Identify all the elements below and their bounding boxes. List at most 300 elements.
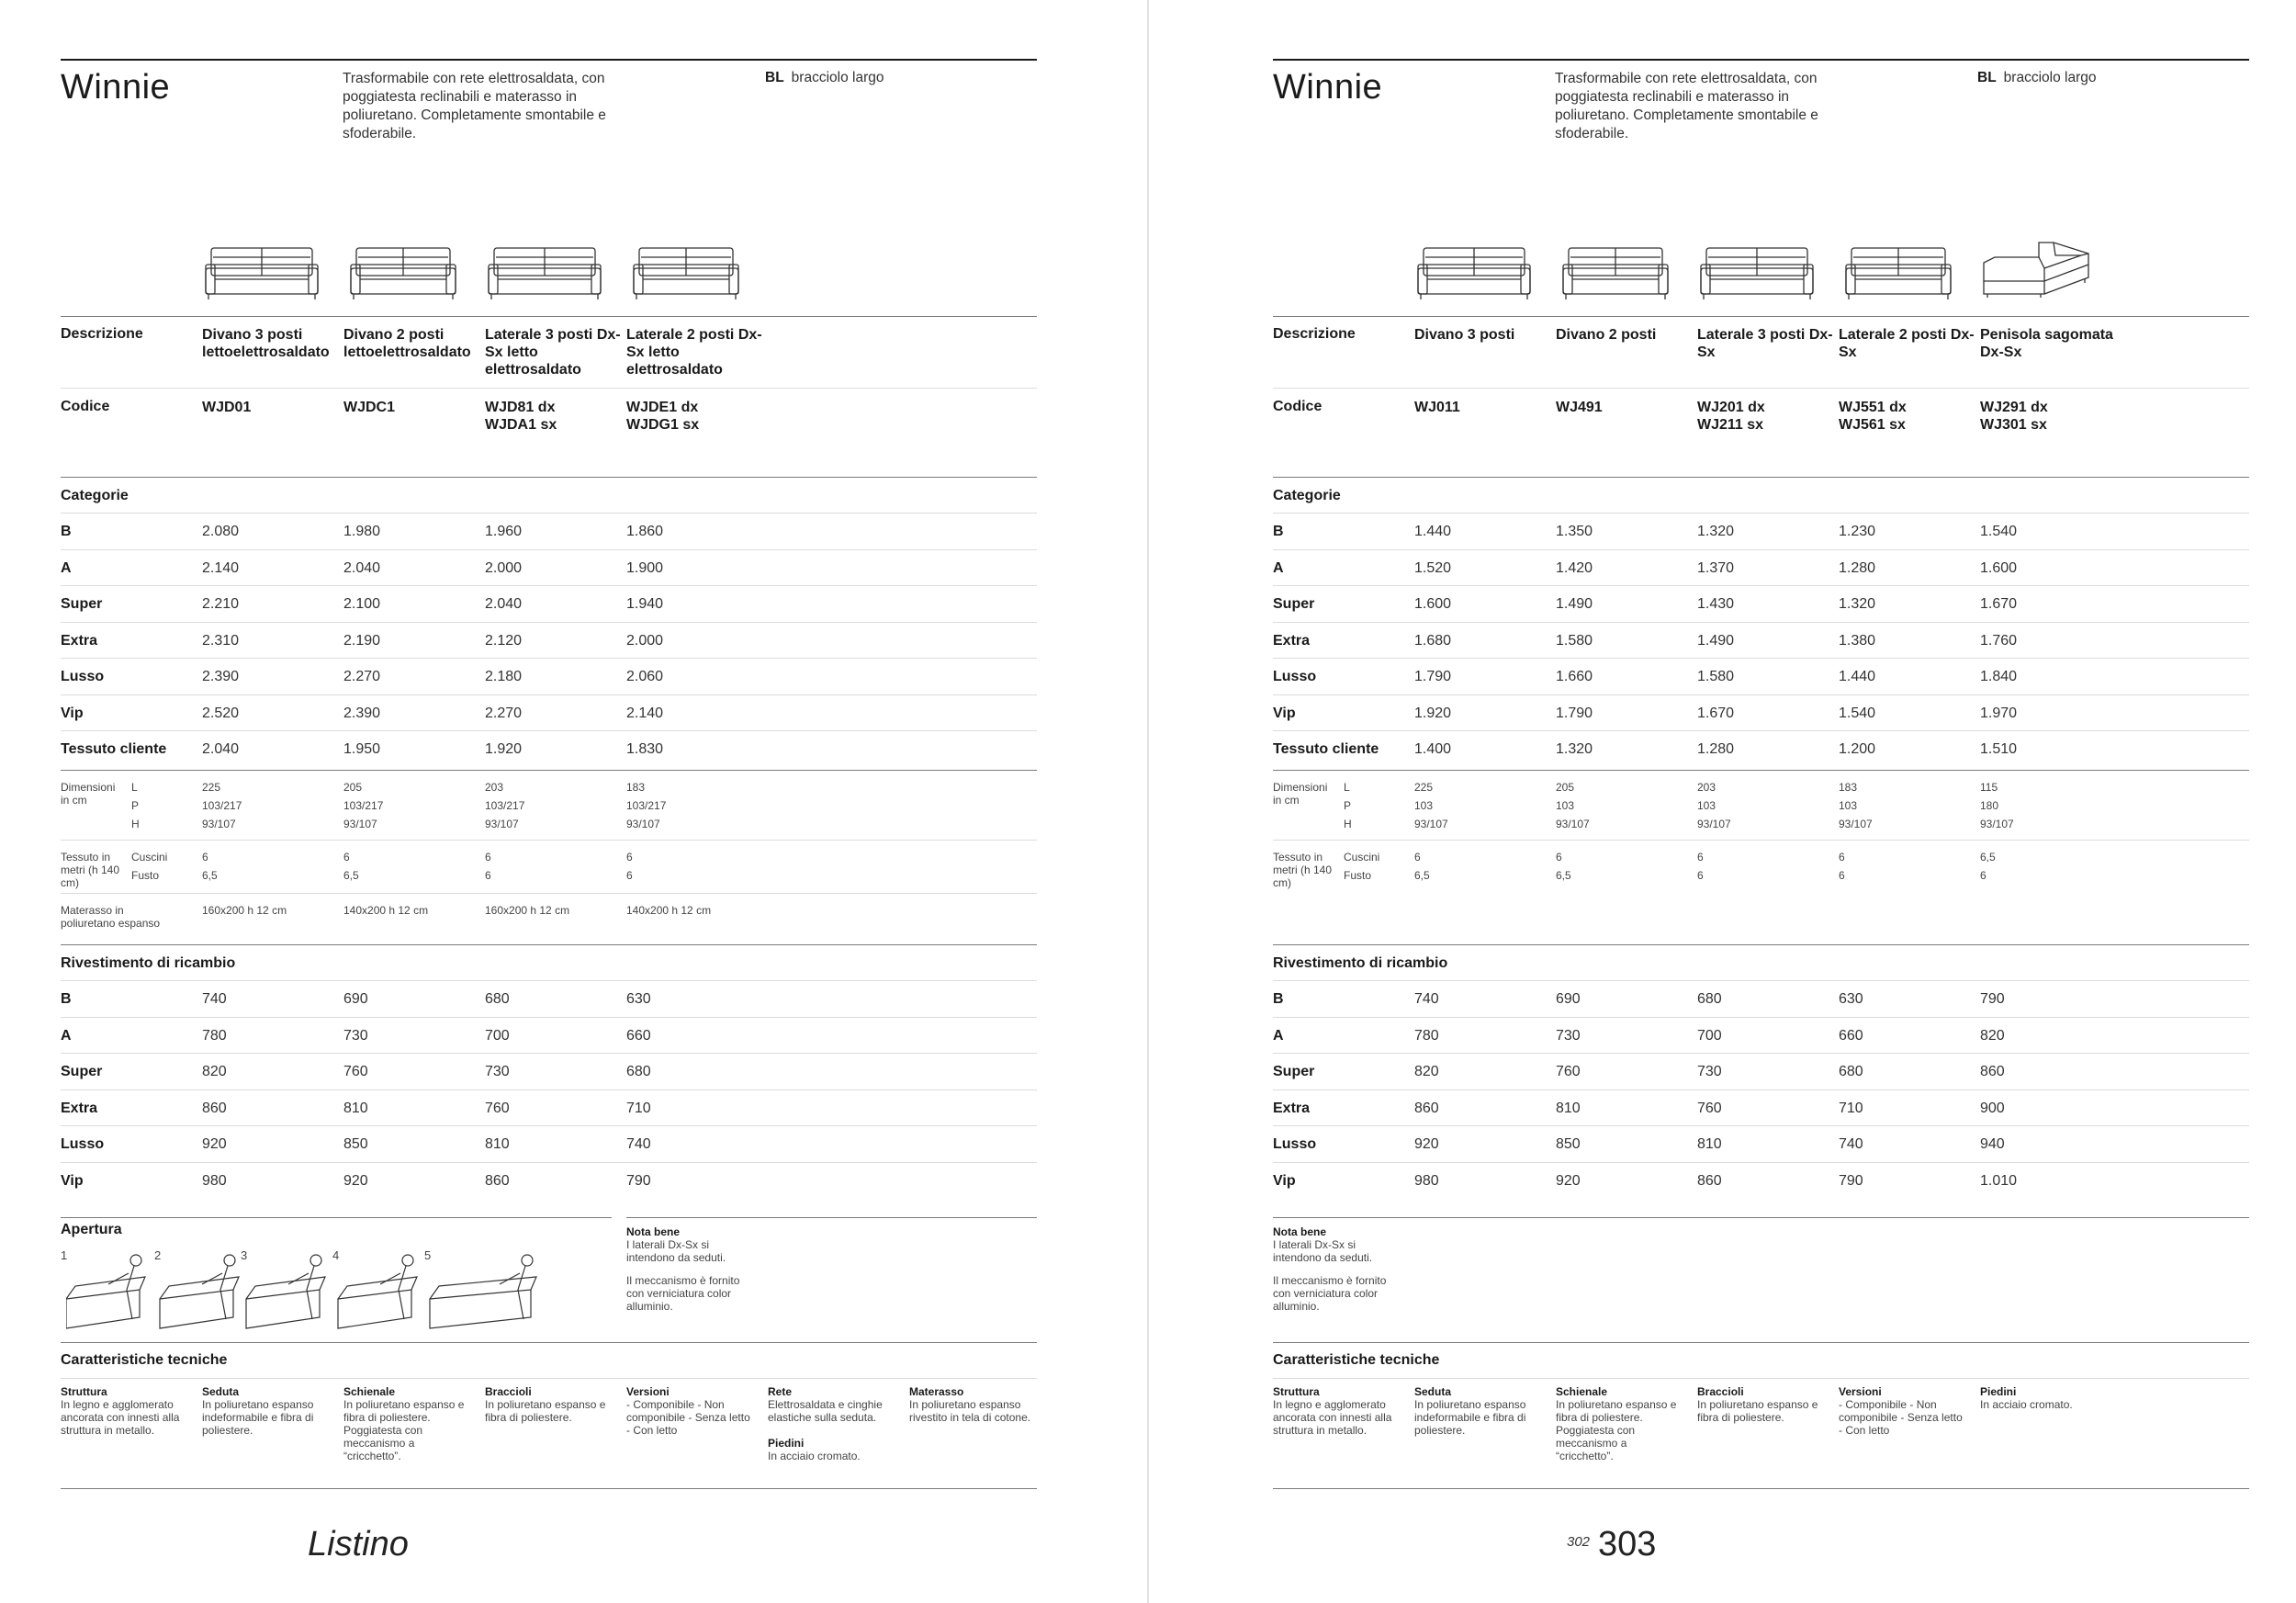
dimension-value: 93/107 — [343, 818, 377, 830]
price-cell: 1.400 — [1414, 741, 1452, 757]
tech-spec-title: Seduta — [1414, 1385, 1452, 1398]
rivestimento-price-cell: 700 — [1697, 1027, 1722, 1044]
price-cell: 1.540 — [1980, 524, 2018, 539]
price-cell: 1.370 — [1697, 559, 1735, 576]
tech-spec-title: Braccioli — [1697, 1385, 1744, 1398]
section-label-rivestimento: Rivestimento di ricambio — [61, 955, 236, 971]
price-cell: 1.660 — [1556, 669, 1593, 684]
rivestimento-price-cell: 850 — [343, 1136, 368, 1152]
price-cell: 1.920 — [485, 741, 523, 757]
divider — [1273, 1378, 2249, 1379]
price-cell: 2.000 — [485, 559, 523, 576]
page-number-left: 302 — [1567, 1534, 1591, 1550]
product-description: Trasformabile con rete elettrosaldata, con poggiatesta reclinabili e materasso in poliuretano. Completamente smontabile e sfoderabile. — [1555, 71, 1818, 141]
rivestimento-price-cell: 730 — [1697, 1064, 1722, 1079]
rivestimento-price-cell: 730 — [1556, 1027, 1581, 1044]
price-cell: 1.230 — [1839, 524, 1876, 539]
section-label-categorie: Categorie — [1273, 488, 1341, 503]
divider — [61, 893, 1037, 894]
divider — [1273, 388, 2249, 389]
section-label-apertura: Apertura — [61, 1222, 122, 1237]
divider — [61, 1089, 1037, 1090]
categories-rule — [1273, 477, 2249, 478]
divider — [1273, 1089, 2249, 1090]
row-label-codice: Codice — [1273, 399, 1322, 414]
tech-spec-text: In poliuretano espanso indeformabile e fibra di poliestere. — [202, 1398, 314, 1437]
fabric-value: 6 — [202, 851, 208, 864]
rivestimento-category-label: Extra — [61, 1100, 98, 1116]
tech-spec-text: In legno e agglomerato ancorata con innesti alla struttura in metallo. — [61, 1398, 180, 1437]
dimension-value: 103/217 — [343, 799, 384, 812]
rivestimento-price-cell: 920 — [343, 1172, 368, 1189]
armrest-legend: BL bracciolo largo — [1977, 70, 2097, 85]
rivestimento-price-cell: 980 — [1414, 1172, 1439, 1189]
price-cell: 2.040 — [485, 596, 523, 612]
divider — [61, 622, 1037, 623]
price-cell: 1.950 — [343, 741, 381, 757]
price-cell: 2.040 — [343, 559, 381, 576]
tech-spec-title: Rete — [768, 1385, 793, 1398]
fabric-key: Fusto — [1344, 869, 1372, 882]
rivestimento-price-cell: 790 — [1839, 1172, 1863, 1189]
apertura-step-number: 2 — [154, 1248, 162, 1262]
price-cell: 1.790 — [1414, 669, 1452, 684]
divider — [1273, 1162, 2249, 1163]
tech-spec-text: In acciaio cromato. — [1980, 1398, 2073, 1411]
divider — [1273, 585, 2249, 586]
column-product-code: WJD81 dx WJDA1 sx — [485, 400, 557, 433]
rivestimento-price-cell: 790 — [626, 1172, 651, 1189]
mattress-value: 160x200 h 12 cm — [485, 904, 570, 917]
right-page — [1148, 0, 2296, 1603]
price-cell: 1.580 — [1697, 669, 1735, 684]
tech-spec-title: Versioni — [1839, 1385, 1882, 1398]
price-cell: 1.200 — [1839, 741, 1876, 757]
rivestimento-price-cell: 810 — [343, 1100, 368, 1116]
column-product-code: WJDC1 — [343, 400, 396, 415]
price-cell: 2.180 — [485, 669, 523, 684]
tech-spec-text: In poliuretano espanso rivestito in tela di cotone. — [909, 1398, 1031, 1424]
fabric-value: 6 — [1839, 851, 1845, 864]
footer-listino: Listino — [308, 1525, 409, 1563]
price-cell: 2.080 — [202, 524, 240, 539]
column-product-name: Laterale 2 posti Dx-Sx letto elettrosaldato — [626, 327, 762, 378]
price-cell: 1.960 — [485, 524, 523, 539]
table-header-rule — [1273, 316, 2249, 317]
column-product-code: WJ201 dx WJ211 sx — [1697, 400, 1765, 433]
divider — [61, 730, 1037, 731]
column-product-name: Laterale 3 posti Dx-Sx — [1697, 327, 1833, 360]
tech-spec-title: Struttura — [61, 1385, 107, 1398]
nota-bene-text: I laterali Dx-Sx si intendono da seduti. — [626, 1238, 726, 1264]
rivestimento-price-cell: 740 — [626, 1136, 651, 1152]
price-category-label: B — [61, 524, 72, 539]
rivestimento-price-cell: 710 — [1839, 1100, 1863, 1116]
dimension-value: 93/107 — [1556, 818, 1590, 830]
rivestimento-price-cell: 980 — [202, 1172, 227, 1189]
price-cell: 1.600 — [1980, 559, 2018, 576]
tech-spec-text: In acciaio cromato. — [768, 1450, 861, 1462]
dimensions-label: Dimensioni in cm — [1273, 781, 1328, 807]
dimension-value: 205 — [1556, 781, 1575, 794]
rivestimento-price-cell: 740 — [1414, 991, 1439, 1007]
price-cell: 2.270 — [485, 705, 523, 721]
dimension-value: 93/107 — [202, 818, 236, 830]
rivestimento-price-cell: 860 — [202, 1100, 227, 1116]
row-label-descrizione: Descrizione — [1273, 326, 1356, 342]
price-cell: 1.320 — [1839, 596, 1876, 612]
mattress-value: 160x200 h 12 cm — [202, 904, 287, 917]
rivestimento-price-cell: 920 — [1414, 1136, 1439, 1152]
rivestimento-price-cell: 700 — [485, 1027, 510, 1044]
price-cell: 1.540 — [1839, 705, 1876, 721]
price-cell: 2.520 — [202, 705, 240, 721]
dimension-value: 183 — [1839, 781, 1858, 794]
rivestimento-price-cell: 810 — [485, 1136, 510, 1152]
tech-spec-title: Versioni — [626, 1385, 670, 1398]
dimension-value: 115 — [1980, 781, 1998, 794]
rivestimento-price-cell: 860 — [1697, 1172, 1722, 1189]
nota-rule — [626, 1217, 1037, 1218]
price-cell: 2.140 — [626, 705, 664, 721]
price-cell: 2.000 — [626, 632, 664, 649]
divider — [1273, 980, 2249, 981]
apertura-step-number: 1 — [61, 1248, 68, 1262]
rivestimento-price-cell: 680 — [1697, 991, 1722, 1007]
tech-spec-text: In legno e agglomerato ancorata con innesti alla struttura in metallo. — [1273, 1398, 1392, 1437]
divider — [61, 1378, 1037, 1379]
fabric-value: 6 — [1697, 869, 1704, 882]
price-cell: 1.670 — [1697, 705, 1735, 721]
rivestimento-price-cell: 860 — [1980, 1064, 2005, 1079]
rivestimento-price-cell: 850 — [1556, 1136, 1581, 1152]
sofa-line-drawing-icon — [626, 235, 746, 309]
price-category-label: Lusso — [61, 669, 105, 684]
dimension-value: 93/107 — [626, 818, 660, 830]
dimension-value: 183 — [626, 781, 646, 794]
price-cell: 2.120 — [485, 632, 523, 649]
divider — [61, 388, 1037, 389]
divider — [61, 1053, 1037, 1054]
rivestimento-price-cell: 810 — [1697, 1136, 1722, 1152]
sofa-line-drawing-icon — [1839, 235, 1958, 309]
column-product-name: Penisola sagomata Dx-Sx — [1980, 327, 2113, 360]
price-cell: 1.840 — [1980, 669, 2018, 684]
column-product-code: WJ011 — [1414, 400, 1460, 415]
tech-spec-text: In poliuretano espanso indeformabile e fibra di poliestere. — [1414, 1398, 1526, 1437]
dimension-value: 93/107 — [1414, 818, 1448, 830]
sofa-line-drawing-icon — [1414, 235, 1534, 309]
dimension-value: 180 — [1980, 799, 1999, 812]
rivestimento-category-label: Vip — [61, 1172, 84, 1189]
rivestimento-price-cell: 820 — [202, 1064, 227, 1079]
price-cell: 1.510 — [1980, 741, 2018, 757]
column-product-name: Divano 3 posti lettoelettrosaldato — [202, 327, 330, 360]
dimension-value: 205 — [343, 781, 363, 794]
price-cell: 2.310 — [202, 632, 240, 649]
fabric-key: Fusto — [131, 869, 160, 882]
dimensions-rule — [61, 770, 1037, 771]
fabric-value: 6 — [485, 869, 491, 882]
price-cell: 2.270 — [343, 669, 381, 684]
price-cell: 1.520 — [1414, 559, 1452, 576]
divider — [61, 549, 1037, 550]
divider — [1273, 1053, 2249, 1054]
dimension-value: 225 — [202, 781, 221, 794]
sofa-bed-opening-sequence-icon — [66, 1253, 580, 1336]
price-cell: 2.390 — [202, 669, 240, 684]
tech-spec-text: In poliuretano espanso e fibra di poliestere. Poggiatesta con meccanismo a “cricchetto”. — [1556, 1398, 1677, 1462]
fabric-value: 6 — [343, 851, 350, 864]
price-cell: 1.600 — [1414, 596, 1452, 612]
column-product-name: Laterale 3 posti Dx-Sx letto elettrosaldato — [485, 327, 621, 378]
dimension-value: 103 — [1839, 799, 1858, 812]
nota-bene-title: Nota bene — [1273, 1225, 1327, 1238]
tech-spec-text: - Componibile - Non componibile - Senza letto - Con letto — [1839, 1398, 1963, 1437]
price-cell: 1.490 — [1556, 596, 1593, 612]
nota-bene-text: Il meccanismo è fornito con verniciatura color alluminio. — [1273, 1274, 1387, 1313]
price-cell: 2.210 — [202, 596, 240, 612]
rivestimento-category-label: Extra — [1273, 1100, 1311, 1116]
tech-spec-text: In poliuretano espanso e fibra di poliestere. — [1697, 1398, 1818, 1424]
price-cell: 1.680 — [1414, 632, 1452, 649]
sofa-line-drawing-icon — [1556, 235, 1675, 309]
page-title: Winnie — [61, 68, 171, 107]
column-product-code: WJDE1 dx WJDG1 sx — [626, 400, 700, 433]
section-label-categorie: Categorie — [61, 488, 129, 503]
price-cell: 1.440 — [1839, 669, 1876, 684]
price-cell: 1.830 — [626, 741, 664, 757]
divider — [1273, 694, 2249, 695]
fabric-value: 6 — [485, 851, 491, 864]
column-product-code: WJD01 — [202, 400, 252, 415]
rivestimento-price-cell: 790 — [1980, 991, 2005, 1007]
rivestimento-price-cell: 940 — [1980, 1136, 2005, 1152]
fabric-key: Cuscini — [1344, 851, 1380, 864]
rivestimento-category-label: A — [1273, 1027, 1284, 1044]
sofa-line-drawing-icon — [202, 235, 321, 309]
tech-rule — [1273, 1342, 2249, 1343]
divider — [1273, 622, 2249, 623]
price-cell: 1.420 — [1556, 559, 1593, 576]
rivestimento-price-cell: 920 — [202, 1136, 227, 1152]
price-category-label: Vip — [1273, 705, 1296, 721]
nota-bene-title: Nota bene — [626, 1225, 681, 1238]
rivestimento-price-cell: 820 — [1414, 1064, 1439, 1079]
row-label-codice: Codice — [61, 399, 110, 414]
fabric-value: 6,5 — [343, 869, 359, 882]
sofa-line-drawing-icon — [1697, 235, 1817, 309]
column-product-code: WJ551 dx WJ561 sx — [1839, 400, 1907, 433]
divider — [61, 1125, 1037, 1126]
rivestimento-category-label: A — [61, 1027, 72, 1044]
dimension-value: 103/217 — [626, 799, 667, 812]
price-category-label: Extra — [1273, 632, 1311, 649]
nota-bene-text: Il meccanismo è fornito con verniciatura color alluminio. — [626, 1274, 740, 1313]
price-category-label: Lusso — [1273, 669, 1317, 684]
apertura-step-number: 3 — [241, 1248, 248, 1262]
fabric-value: 6 — [626, 851, 633, 864]
rivestimento-price-cell: 920 — [1556, 1172, 1581, 1189]
rivestimento-rule — [61, 944, 1037, 945]
price-category-label: Vip — [61, 705, 84, 721]
rivestimento-price-cell: 860 — [1414, 1100, 1439, 1116]
dimension-value: 93/107 — [1980, 818, 2014, 830]
price-cell: 1.670 — [1980, 596, 2018, 612]
fabric-value: 6 — [1839, 869, 1845, 882]
table-header-rule — [61, 316, 1037, 317]
rivestimento-price-cell: 760 — [343, 1064, 368, 1079]
rivestimento-price-cell: 730 — [343, 1027, 368, 1044]
divider — [61, 585, 1037, 586]
price-cell: 2.040 — [202, 741, 240, 757]
rivestimento-price-cell: 780 — [202, 1027, 227, 1044]
dimension-value: 103/217 — [485, 799, 525, 812]
rivestimento-price-cell: 900 — [1980, 1100, 2005, 1116]
dimension-key: H — [1344, 818, 1352, 830]
price-cell: 1.860 — [626, 524, 664, 539]
divider — [1273, 1125, 2249, 1126]
dimension-key: L — [1344, 781, 1350, 794]
dimension-key: P — [131, 799, 140, 812]
column-product-name: Divano 3 posti — [1414, 327, 1515, 343]
price-cell: 1.760 — [1980, 632, 2018, 649]
rivestimento-price-cell: 730 — [485, 1064, 510, 1079]
tech-spec-text: Elettrosaldata e cinghie elastiche sulla seduta. — [768, 1398, 883, 1424]
price-category-label: A — [1273, 559, 1284, 576]
divider — [61, 1017, 1037, 1018]
rivestimento-price-cell: 780 — [1414, 1027, 1439, 1044]
apertura-step-number: 4 — [332, 1248, 340, 1262]
rivestimento-price-cell: 820 — [1980, 1027, 2005, 1044]
divider — [61, 513, 1037, 514]
rivestimento-price-cell: 630 — [626, 991, 651, 1007]
fabric-value: 6 — [1414, 851, 1421, 864]
rivestimento-price-cell: 740 — [1839, 1136, 1863, 1152]
price-cell: 1.280 — [1697, 741, 1735, 757]
price-cell: 1.280 — [1839, 559, 1876, 576]
apertura-step-number: 5 — [424, 1248, 432, 1262]
chaise-longue-line-drawing-icon — [1980, 235, 2099, 309]
dimension-value: 93/107 — [1839, 818, 1873, 830]
row-label-descrizione: Descrizione — [61, 326, 143, 342]
rivestimento-price-cell: 710 — [626, 1100, 651, 1116]
top-rule — [1273, 59, 2249, 61]
rivestimento-category-label: B — [61, 991, 72, 1007]
dimension-value: 225 — [1414, 781, 1434, 794]
price-cell: 2.140 — [202, 559, 240, 576]
divider — [61, 1162, 1037, 1163]
rivestimento-price-cell: 630 — [1839, 991, 1863, 1007]
apertura-rule — [61, 1217, 612, 1218]
fabric-value: 6,5 — [202, 869, 218, 882]
price-cell: 1.920 — [1414, 705, 1452, 721]
column-product-code: WJ491 — [1556, 400, 1603, 415]
price-cell: 2.190 — [343, 632, 381, 649]
price-category-label: Tessuto cliente — [61, 741, 167, 757]
divider — [1273, 513, 2249, 514]
rivestimento-price-cell: 680 — [485, 991, 510, 1007]
tech-spec-text: - Componibile - Non componibile - Senza letto - Con letto — [626, 1398, 750, 1437]
divider — [1273, 1017, 2249, 1018]
price-cell: 1.430 — [1697, 596, 1735, 612]
dimension-value: 203 — [485, 781, 504, 794]
tech-rule — [61, 1342, 1037, 1343]
rivestimento-price-cell: 760 — [485, 1100, 510, 1116]
bottom-rule — [61, 1488, 1037, 1489]
price-cell: 1.580 — [1556, 632, 1593, 649]
dimension-value: 103/217 — [202, 799, 242, 812]
column-product-name: Laterale 2 posti Dx-Sx — [1839, 327, 1975, 360]
tech-spec-title: Materasso — [909, 1385, 964, 1398]
dimension-value: 93/107 — [1697, 818, 1731, 830]
rivestimento-price-cell: 680 — [626, 1064, 651, 1079]
price-cell: 1.320 — [1556, 741, 1593, 757]
fabric-value: 6 — [1980, 869, 1986, 882]
page-number-right: 303 — [1598, 1525, 1657, 1563]
top-rule — [61, 59, 1037, 61]
price-cell: 2.100 — [343, 596, 381, 612]
tech-spec-title: Piedini — [768, 1437, 805, 1450]
dimension-value: 93/107 — [485, 818, 519, 830]
price-cell: 1.790 — [1556, 705, 1593, 721]
rivestimento-category-label: Vip — [1273, 1172, 1296, 1189]
price-cell: 1.940 — [626, 596, 664, 612]
fabric-value: 6 — [1697, 851, 1704, 864]
dimension-value: 103 — [1697, 799, 1716, 812]
rivestimento-category-label: Super — [61, 1064, 103, 1079]
sofa-line-drawing-icon — [485, 235, 604, 309]
fabric-value: 6 — [626, 869, 633, 882]
rivestimento-price-cell: 690 — [1556, 991, 1581, 1007]
divider — [1273, 730, 2249, 731]
dimension-value: 203 — [1697, 781, 1716, 794]
fabric-value: 6,5 — [1556, 869, 1571, 882]
price-cell: 1.900 — [626, 559, 664, 576]
tech-spec-title: Seduta — [202, 1385, 240, 1398]
dimension-key: P — [1344, 799, 1352, 812]
rivestimento-price-cell: 760 — [1697, 1100, 1722, 1116]
divider — [61, 840, 1037, 841]
price-category-label: Super — [61, 596, 103, 612]
page-title: Winnie — [1273, 68, 1383, 107]
divider — [1273, 549, 2249, 550]
tech-spec-text: In poliuretano espanso e fibra di poliestere. — [485, 1398, 606, 1424]
mattress-value: 140x200 h 12 cm — [343, 904, 429, 917]
rivestimento-category-label: Lusso — [61, 1136, 105, 1152]
price-category-label: Tessuto cliente — [1273, 741, 1379, 757]
divider — [1273, 658, 2249, 659]
fabric-value: 6 — [1556, 851, 1562, 864]
column-product-code: WJ291 dx WJ301 sx — [1980, 400, 2048, 433]
rivestimento-price-cell: 660 — [1839, 1027, 1863, 1044]
rivestimento-price-cell: 680 — [1839, 1064, 1863, 1079]
price-cell: 1.980 — [343, 524, 381, 539]
nota-bene-text: I laterali Dx-Sx si intendono da seduti. — [1273, 1238, 1373, 1264]
price-cell: 1.490 — [1697, 632, 1735, 649]
price-cell: 1.440 — [1414, 524, 1452, 539]
sofa-line-drawing-icon — [343, 235, 463, 309]
dimension-key: L — [131, 781, 138, 794]
rivestimento-price-cell: 760 — [1556, 1064, 1581, 1079]
fabric-label: Tessuto in metri (h 140 cm) — [61, 851, 120, 889]
rivestimento-category-label: Lusso — [1273, 1136, 1317, 1152]
mattress-label: Materasso in poliuretano espanso — [61, 904, 161, 930]
price-category-label: Extra — [61, 632, 98, 649]
bottom-rule — [1273, 1488, 2249, 1489]
dimensions-rule — [1273, 770, 2249, 771]
fabric-label: Tessuto in metri (h 140 cm) — [1273, 851, 1333, 889]
